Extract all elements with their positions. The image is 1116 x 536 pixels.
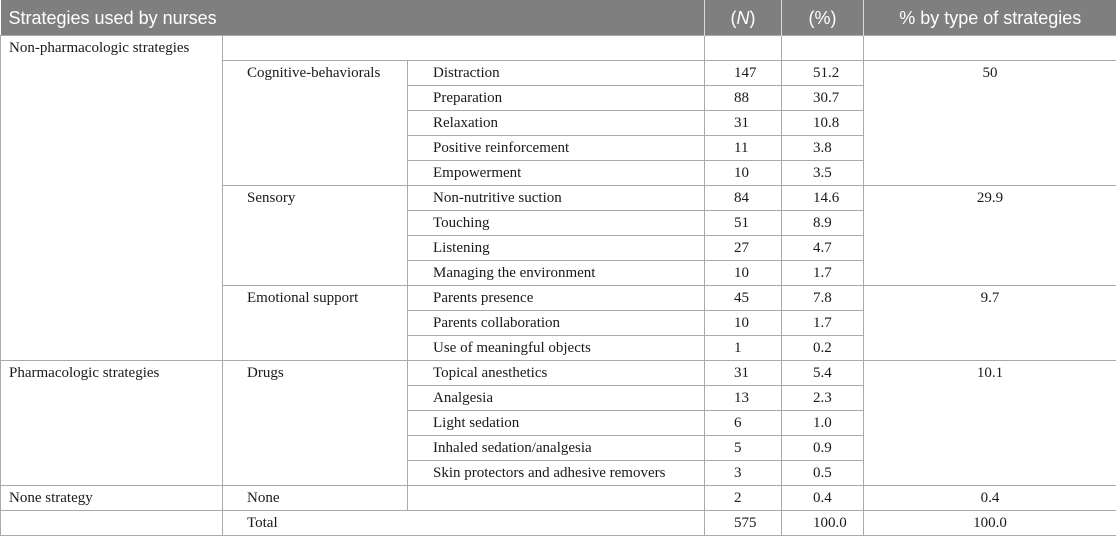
total-n-cell: 575 <box>705 510 782 535</box>
total-label-cell: Total <box>223 510 705 535</box>
subgroup-cell: Cognitive-behaviorals <box>223 60 408 185</box>
pct-by-type-cell: 0.4 <box>864 485 1116 510</box>
item-n-cell: 88 <box>705 85 782 110</box>
subgroup-cell: None <box>223 485 408 510</box>
header-pct: (%) <box>782 0 864 35</box>
item-name-cell: Skin protectors and adhesive removers <box>408 460 705 485</box>
item-pct-cell: 1.7 <box>782 260 864 285</box>
item-pct-cell: 10.8 <box>782 110 864 135</box>
item-n-cell: 10 <box>705 310 782 335</box>
item-n-cell: 5 <box>705 435 782 460</box>
item-pct-cell: 0.2 <box>782 335 864 360</box>
category-cell: Non-pharmacologic strategies <box>1 35 223 360</box>
category-cell: Pharmacologic strategies <box>1 360 223 485</box>
header-n-close: ) <box>749 8 756 29</box>
item-name-cell: Distraction <box>408 60 705 85</box>
item-pct-cell: 0.9 <box>782 435 864 460</box>
total-row <box>1 510 1116 535</box>
item-pct-cell: 0.4 <box>782 485 864 510</box>
subgroup-cell: Sensory <box>223 185 408 285</box>
empty-cell <box>1 510 223 535</box>
header-pct-by-type: % by type of strategies <box>864 0 1116 35</box>
header-row <box>1 0 1116 35</box>
item-pct-cell: 14.6 <box>782 185 864 210</box>
header-n <box>705 0 782 35</box>
item-pct-cell: 51.2 <box>782 60 864 85</box>
pct-by-type-cell: 10.1 <box>864 360 1116 485</box>
item-n-cell: 45 <box>705 285 782 310</box>
item-pct-cell: 3.5 <box>782 160 864 185</box>
item-n-cell: 10 <box>705 260 782 285</box>
header-strategies: Strategies used by nurses <box>1 0 705 35</box>
item-name-cell: Non-nutritive suction <box>408 185 705 210</box>
item-name-cell: Inhaled sedation/analgesia <box>408 435 705 460</box>
item-n-cell: 147 <box>705 60 782 85</box>
table-row <box>1 35 1116 60</box>
item-n-cell: 1 <box>705 335 782 360</box>
item-name-cell: Light sedation <box>408 410 705 435</box>
item-name-cell: Relaxation <box>408 110 705 135</box>
item-name-cell: Use of meaningful objects <box>408 335 705 360</box>
empty-cell <box>408 485 705 510</box>
item-name-cell: Parents presence <box>408 285 705 310</box>
item-name-cell: Topical anesthetics <box>408 360 705 385</box>
subgroup-cell: Drugs <box>223 360 408 485</box>
table-row <box>1 485 1116 510</box>
empty-cell <box>223 35 705 60</box>
item-pct-cell: 2.3 <box>782 385 864 410</box>
header-n-open: ( <box>730 8 737 29</box>
item-pct-cell: 30.7 <box>782 85 864 110</box>
item-n-cell: 10 <box>705 160 782 185</box>
total-pct-cell: 100.0 <box>782 510 864 535</box>
item-name-cell: Preparation <box>408 85 705 110</box>
item-pct-cell: 4.7 <box>782 235 864 260</box>
item-pct-cell: 1.7 <box>782 310 864 335</box>
item-pct-cell: 7.8 <box>782 285 864 310</box>
item-pct-cell: 8.9 <box>782 210 864 235</box>
table-row <box>1 360 1116 385</box>
item-name-cell: Listening <box>408 235 705 260</box>
item-n-cell: 27 <box>705 235 782 260</box>
pct-by-type-cell: 50 <box>864 60 1116 185</box>
category-cell: None strategy <box>1 485 223 510</box>
item-pct-cell: 3.8 <box>782 135 864 160</box>
total-pct-by-type-cell: 100.0 <box>864 510 1116 535</box>
item-n-cell: 11 <box>705 135 782 160</box>
item-n-cell: 31 <box>705 110 782 135</box>
item-name-cell: Analgesia <box>408 385 705 410</box>
empty-cell <box>864 35 1116 60</box>
item-pct-cell: 1.0 <box>782 410 864 435</box>
item-name-cell: Touching <box>408 210 705 235</box>
item-pct-cell: 0.5 <box>782 460 864 485</box>
item-name-cell: Empowerment <box>408 160 705 185</box>
item-name-cell: Parents collaboration <box>408 310 705 335</box>
item-n-cell: 13 <box>705 385 782 410</box>
item-n-cell: 31 <box>705 360 782 385</box>
empty-cell <box>782 35 864 60</box>
empty-cell <box>705 35 782 60</box>
subgroup-cell: Emotional support <box>223 285 408 360</box>
item-n-cell: 51 <box>705 210 782 235</box>
item-n-cell: 6 <box>705 410 782 435</box>
item-n-cell: 2 <box>705 485 782 510</box>
header-n-symbol: N <box>736 8 750 29</box>
item-name-cell: Managing the environment <box>408 260 705 285</box>
item-pct-cell: 5.4 <box>782 360 864 385</box>
item-name-cell: Positive reinforcement <box>408 135 705 160</box>
pct-by-type-cell: 9.7 <box>864 285 1116 360</box>
pct-by-type-cell: 29.9 <box>864 185 1116 285</box>
item-n-cell: 84 <box>705 185 782 210</box>
item-n-cell: 3 <box>705 460 782 485</box>
